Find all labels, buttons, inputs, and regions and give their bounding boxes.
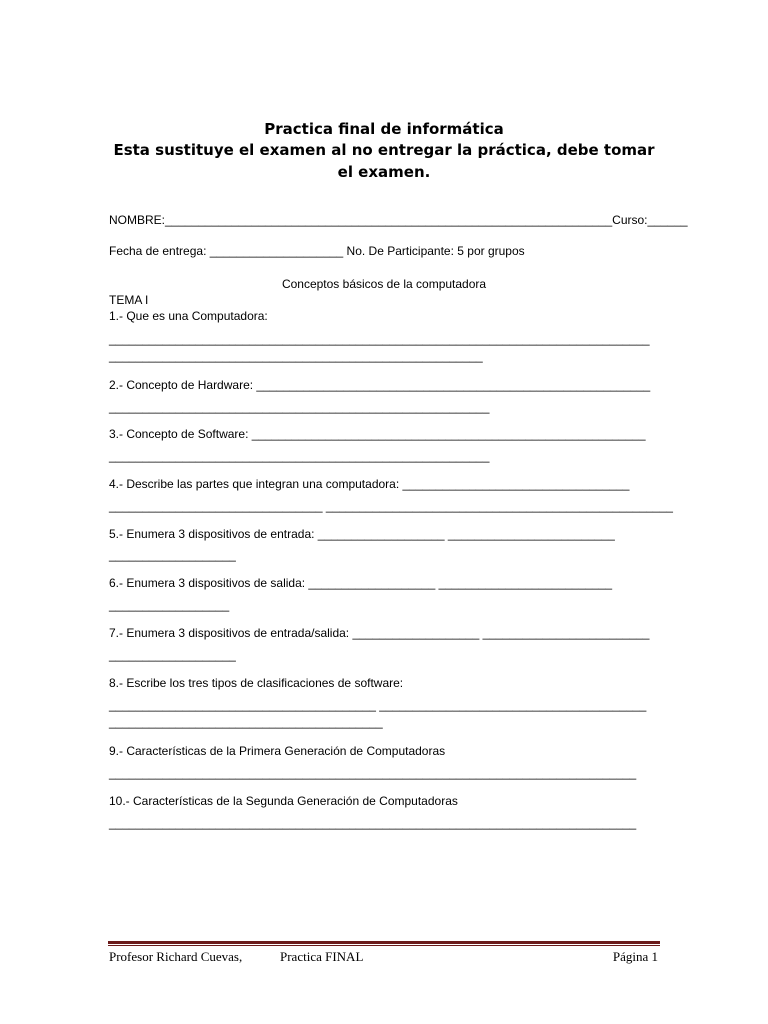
- nombre-curso-field: NOMBRE:___________________________________________________________________Curso:______: [109, 213, 688, 227]
- footer-doc-name: Practica FINAL: [280, 949, 364, 964]
- section-title: Conceptos básicos de la computadora: [281, 277, 487, 291]
- document-subtitle-line-1: Esta sustituye el examen al no entregar la práctica, debe tomar: [113, 141, 655, 159]
- tema-heading: TEMA I: [109, 293, 149, 307]
- question-7: 7.- Enumera 3 dispositivos de entrada/salida: ___________________ _________________________: [109, 626, 650, 640]
- question-3: 3.- Concepto de Software: ___________________________________________________________: [109, 427, 646, 441]
- question-1: 1.- Que es una Computadora:: [109, 309, 268, 323]
- question-5: 5.- Enumera 3 dispositivos de entrada: ___________________ _________________________: [109, 527, 615, 541]
- answer-line: ___________________: [109, 548, 236, 562]
- answer-line: _______________________________________________________________________________: [109, 816, 637, 830]
- question-10: 10.- Características de la Segunda Generación de Computadoras: [109, 794, 458, 808]
- footer-page-number: Página 1: [612, 949, 658, 964]
- footer-author: Profesor Richard Cuevas,: [109, 949, 243, 964]
- question-9: 9.- Características de la Primera Generación de Computadoras: [109, 744, 446, 758]
- answer-line: _________________________________________________________________________________: [109, 332, 650, 346]
- answer-line: ________________________________________ ________________________________________: [109, 698, 647, 712]
- answer-line: _______________________________________________________________________________: [109, 766, 637, 780]
- fecha-participante-field: Fecha de entrega: ____________________ No. De Participante: 5 por grupos: [109, 244, 525, 258]
- answer-line: ________________________________ ____________________________________________________: [109, 499, 673, 513]
- document-title: Practica final de informática: [264, 120, 504, 138]
- answer-line: ___________________: [109, 648, 236, 662]
- question-8: 8.- Escribe los tres tipos de clasificaciones de software:: [109, 676, 404, 690]
- question-2: 2.- Concepto de Hardware: ___________________________________________________________: [109, 378, 651, 392]
- question-6: 6.- Enumera 3 dispositivos de salida: ___________________ __________________________: [109, 576, 613, 590]
- document-subtitle-line-2: el examen.: [337, 163, 431, 181]
- answer-line: _________________________________________: [109, 715, 383, 729]
- question-4: 4.- Describe las partes que integran una computadora: __________________________________: [109, 477, 630, 491]
- answer-line: _________________________________________________________: [109, 449, 490, 463]
- answer-line: ________________________________________________________: [109, 349, 483, 363]
- footer-divider-thick: [108, 941, 660, 944]
- answer-line: _________________________________________________________: [109, 400, 490, 414]
- footer-divider-thin: [108, 945, 660, 946]
- answer-line: __________________: [109, 598, 230, 612]
